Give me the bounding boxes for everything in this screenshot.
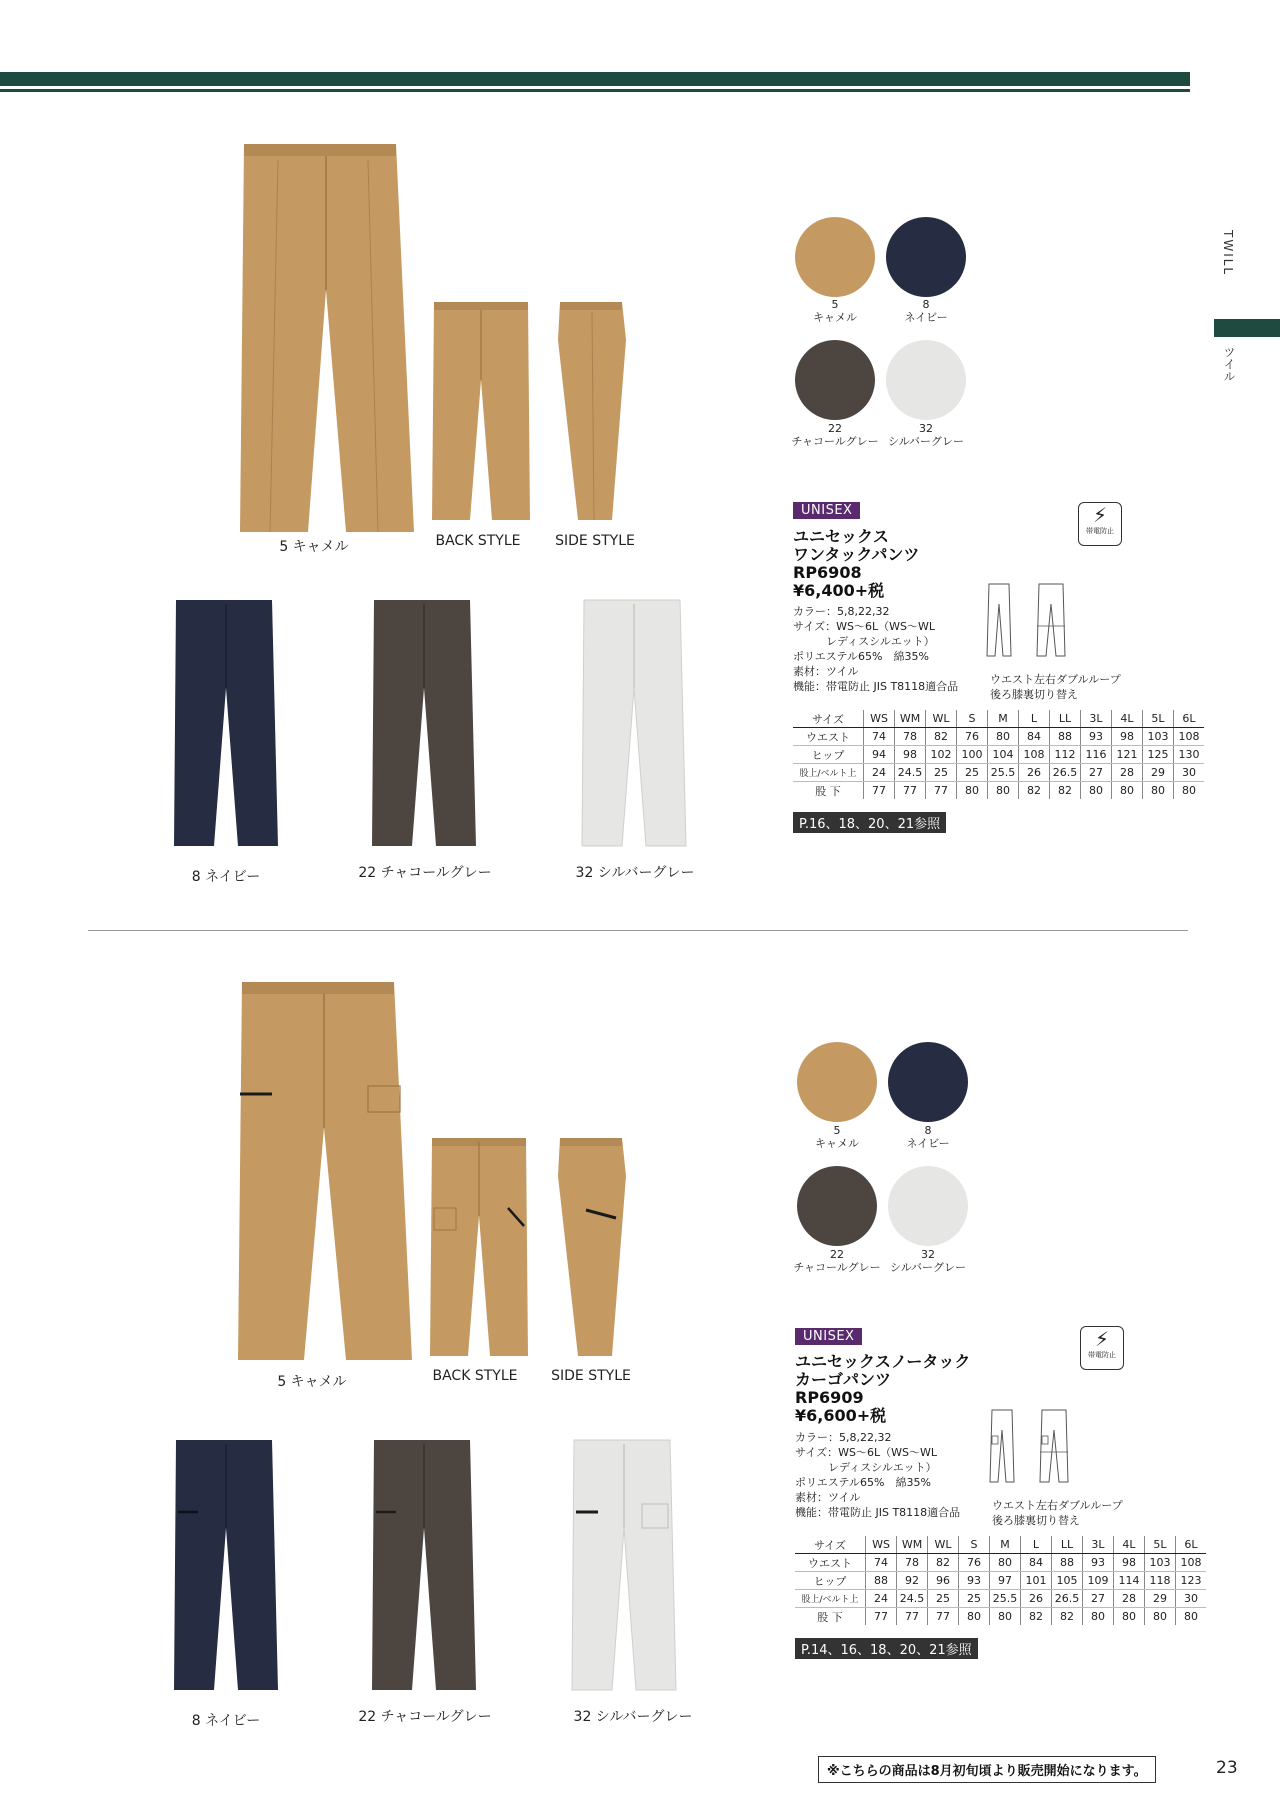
swatch-label-charcoal: 22 チャコールグレー [791, 422, 879, 448]
antistatic-icon: ⚡ 帯電防止 [1080, 1326, 1124, 1370]
swatch-navy [886, 217, 966, 297]
pants-image-charcoal-cargo [370, 1438, 478, 1693]
unisex-badge: UNISEX [793, 502, 860, 519]
product-specs: カラー：5,8,22,32 サイズ：WS～6L（WS～WL レディスシルエット） ポリエステル65% 綿35% 素材：ツイル 機能：帯電防止 JIS T8118適合品 [793, 605, 959, 693]
side-index-latin: TWILL [1221, 230, 1235, 277]
caption-back-style: BACK STYLE [435, 533, 521, 549]
caption-side-style: SIDE STYLE [551, 1368, 631, 1384]
caption-silver: 32 シルバーグレー [575, 865, 695, 881]
unisex-badge: UNISEX [795, 1328, 862, 1345]
pants-image-silver-cargo [570, 1438, 678, 1693]
pants-image-charcoal [370, 598, 478, 848]
reference-pages: P.16、18、20、21参照 [793, 812, 946, 833]
pants-image-back-cargo [428, 1136, 530, 1358]
swatch-silver [886, 340, 966, 420]
caption-back-style: BACK STYLE [432, 1368, 518, 1384]
pants-image-camel-front [238, 140, 416, 535]
pants-image-silver [580, 598, 688, 848]
swatch-camel [797, 1042, 877, 1122]
size-table: サイズ WS WM WL S M L LL 3L 4L 5L 6L ウエスト 74 78 82 76 80 84 88 93 98 103 108 ヒップ 94 98 102 100 104 108 112 116 121 125 130 股上/ベルト上 24 24.5 25 25 25.5 26 26.5 27 28 29 30 股 下 77 77 77 80 80 82 82 80 80 80 80 [793, 710, 1204, 799]
header-rule [0, 89, 1190, 92]
swatch-silver [888, 1166, 968, 1246]
swatch-label-camel: 5 キャメル [813, 298, 857, 324]
swatch-navy [888, 1042, 968, 1122]
section-divider [88, 930, 1188, 931]
swatch-label-navy: 8 ネイビー [906, 1124, 950, 1150]
product-name-1: ユニセックス ワンタックパンツ RP6908 ¥6,400+税 [793, 527, 920, 600]
side-index-tab [1214, 319, 1280, 337]
swatch-charcoal [797, 1166, 877, 1246]
size-table: サイズ WS WM WL S M L LL 3L 4L 5L 6L ウエスト 74 78 82 76 80 84 88 93 98 103 108 ヒップ 88 92 96 93 97 101 105 109 114 118 123 股上/ベルト上 24 24.5 25 25 25.5 26 26.5 27 28 29 30 股 下 77 77 77 80 80 82 82 80 80 80 80 [795, 1536, 1206, 1625]
product-notes: ウエスト左右ダブルループ 後ろ膝裏切り替え [992, 1499, 1123, 1527]
swatch-label-navy: 8 ネイビー [904, 298, 948, 324]
antistatic-icon: ⚡ 帯電防止 [1078, 502, 1122, 546]
product-notes: ウエスト左右ダブルループ 後ろ膝裏切り替え [990, 673, 1121, 701]
swatch-label-silver: 32 シルバーグレー [890, 1248, 966, 1274]
pants-image-camel-front-cargo [236, 978, 414, 1363]
line-drawing-front-back [988, 1406, 1078, 1486]
caption-charcoal: 22 チャコールグレー [358, 865, 492, 881]
caption-charcoal: 22 チャコールグレー [358, 1709, 492, 1725]
line-drawing-front-back [985, 580, 1075, 660]
pants-image-side-cargo [556, 1136, 628, 1358]
release-footnote: ※こちらの商品は8月初旬頃より販売開始になります。 [818, 1756, 1156, 1783]
swatch-label-charcoal: 22 チャコールグレー [793, 1248, 881, 1274]
pants-image-back [430, 300, 532, 522]
side-index-jp: ツイル [1222, 346, 1236, 382]
swatch-camel [795, 217, 875, 297]
caption-main-camel: 5 キャメル [279, 539, 349, 555]
pants-image-navy-cargo [172, 1438, 280, 1693]
caption-navy: 8 ネイビー [191, 869, 261, 885]
product-specs: カラー：5,8,22,32 サイズ：WS～6L（WS～WL レディスシルエット） ポリエステル65% 綿35% 素材：ツイル 機能：帯電防止 JIS T8118適合品 [795, 1431, 961, 1519]
caption-silver: 32 シルバーグレー [573, 1709, 693, 1725]
header-bar [0, 72, 1190, 86]
swatch-label-silver: 32 シルバーグレー [888, 422, 964, 448]
caption-side-style: SIDE STYLE [555, 533, 635, 549]
product-name-2: ユニセックスノータック カーゴパンツ RP6909 ¥6,600+税 [795, 1352, 971, 1425]
pants-image-navy [172, 598, 280, 848]
caption-main-camel: 5 キャメル [277, 1374, 347, 1390]
page-number: 23 [1216, 1758, 1238, 1778]
swatch-charcoal [795, 340, 875, 420]
caption-navy: 8 ネイビー [191, 1713, 261, 1729]
swatch-label-camel: 5 キャメル [815, 1124, 859, 1150]
reference-pages: P.14、16、18、20、21参照 [795, 1638, 978, 1659]
pants-image-side [556, 300, 628, 522]
